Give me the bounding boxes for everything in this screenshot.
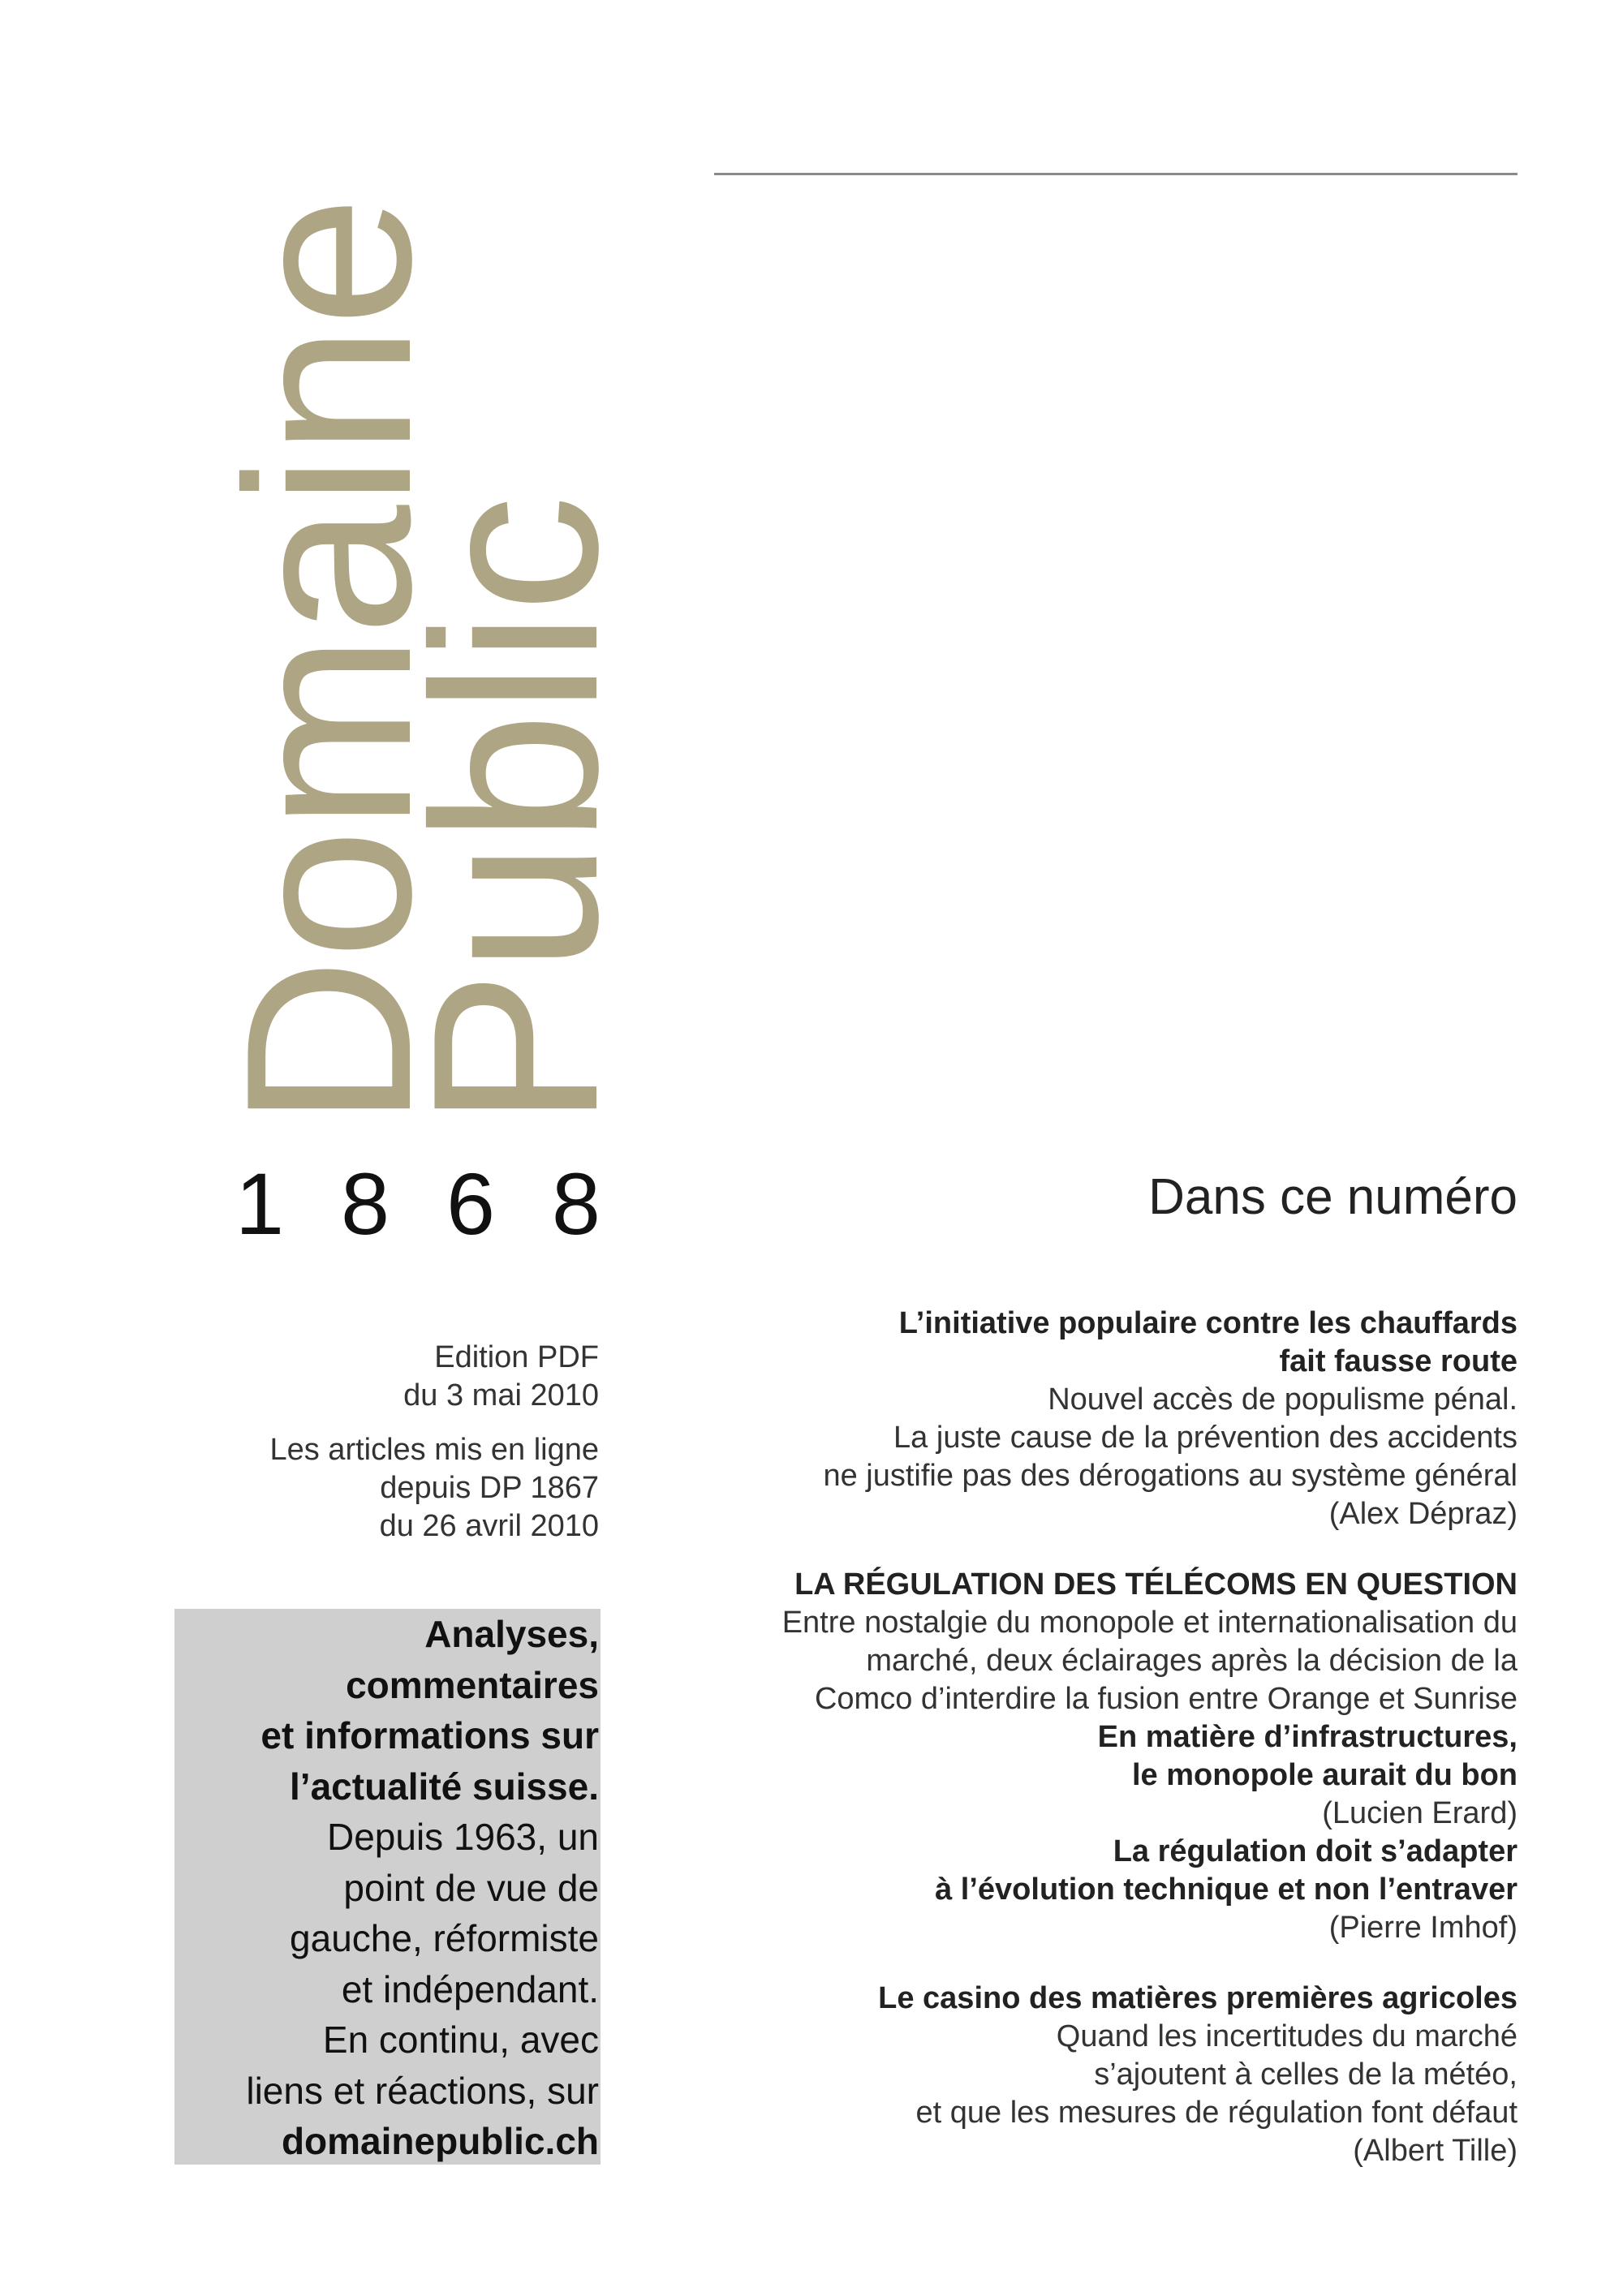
article-lead: Nouvel accès de populisme pénal.	[1048, 1382, 1518, 1417]
article-lead: ne justifie pas des dérogations au système général	[823, 1459, 1518, 1493]
tagline-line: Analyses,	[424, 1613, 599, 1655]
article-headline: L’initiative populaire contre les chauffards	[898, 1306, 1518, 1340]
summary-title: Dans ce numéro	[1148, 1169, 1518, 1225]
masthead-public: Public	[384, 497, 647, 1128]
article-lead: Comco d’interdire la fusion entre Orange et Sunrise	[814, 1682, 1518, 1716]
tagline-line: point de vue de	[343, 1866, 599, 1909]
article-entry[interactable]	[665, 1305, 1518, 1533]
top-rule	[714, 173, 1518, 175]
edition-line: Edition PDF	[434, 1340, 599, 1374]
article-headline: LA RÉGULATION DES TÉLÉCOMS EN QUESTION	[794, 1567, 1518, 1602]
subarticle-author: (Pierre Imhof)	[1328, 1911, 1518, 1945]
subarticle-headline: La régulation doit s’adapter	[1113, 1834, 1518, 1868]
subarticle-headline: à l’évolution technique et non l’entraver	[935, 1872, 1518, 1907]
article-author: (Albert Tille)	[1353, 2134, 1518, 2168]
article-lead: La juste cause de la prévention des accidents	[893, 1421, 1518, 1455]
tagline-line: commentaires	[346, 1663, 599, 1706]
table-of-contents	[665, 1305, 1518, 2203]
article-entry[interactable]	[665, 1980, 1518, 2170]
article-entry[interactable]	[665, 1566, 1518, 1947]
tagline-line: En continu, avec	[322, 2019, 599, 2061]
masthead-domaine: Domaine	[197, 197, 460, 1128]
issue-number	[235, 1154, 601, 1253]
articles-note-line: du 26 avril 2010	[379, 1509, 599, 1543]
tagline-line: gauche, réformiste	[290, 1917, 599, 1959]
article-lead: Quand les incertitudes du marché	[1056, 2019, 1518, 2053]
article-headline: Le casino des matières premières agricoles	[878, 1981, 1518, 2015]
article-lead: marché, deux éclairages après la décision de la	[866, 1644, 1518, 1678]
article-lead: s’ajoutent à celles de la météo,	[1094, 2057, 1518, 2092]
issue-digit: 8	[340, 1154, 390, 1253]
tagline-box	[174, 1609, 601, 2165]
edition-block	[177, 1339, 599, 1415]
masthead	[197, 154, 647, 1128]
articles-note-line: Les articles mis en ligne	[269, 1433, 599, 1467]
article-headline: fait fausse route	[1279, 1344, 1518, 1378]
edition-line: du 3 mai 2010	[403, 1378, 599, 1412]
subarticle-author: (Lucien Erard)	[1322, 1796, 1518, 1830]
articles-note-line: depuis DP 1867	[380, 1471, 599, 1505]
tagline-line: et informations sur	[260, 1714, 599, 1756]
subarticle-headline: En matière d’infrastructures,	[1097, 1720, 1518, 1754]
tagline-line: liens et réactions, sur	[246, 2069, 599, 2112]
tagline-line: Depuis 1963, un	[326, 1816, 599, 1858]
tagline-line: l’actualité suisse.	[290, 1765, 599, 1808]
issue-digit: 6	[446, 1154, 496, 1253]
subarticle-headline: le monopole aurait du bon	[1132, 1758, 1518, 1792]
site-link[interactable]: domainepublic.ch	[281, 2120, 599, 2162]
edition-info	[177, 1339, 599, 1562]
article-lead: et que les mesures de régulation font défaut	[915, 2096, 1518, 2130]
issue-digit: 8	[551, 1154, 601, 1253]
article-lead: Entre nostalgie du monopole et internationalisation du	[781, 1606, 1518, 1640]
article-author: (Alex Dépraz)	[1328, 1497, 1518, 1531]
issue-digit: 1	[235, 1154, 285, 1253]
tagline-line: et indépendant.	[341, 1967, 599, 2010]
articles-note	[177, 1431, 599, 1546]
